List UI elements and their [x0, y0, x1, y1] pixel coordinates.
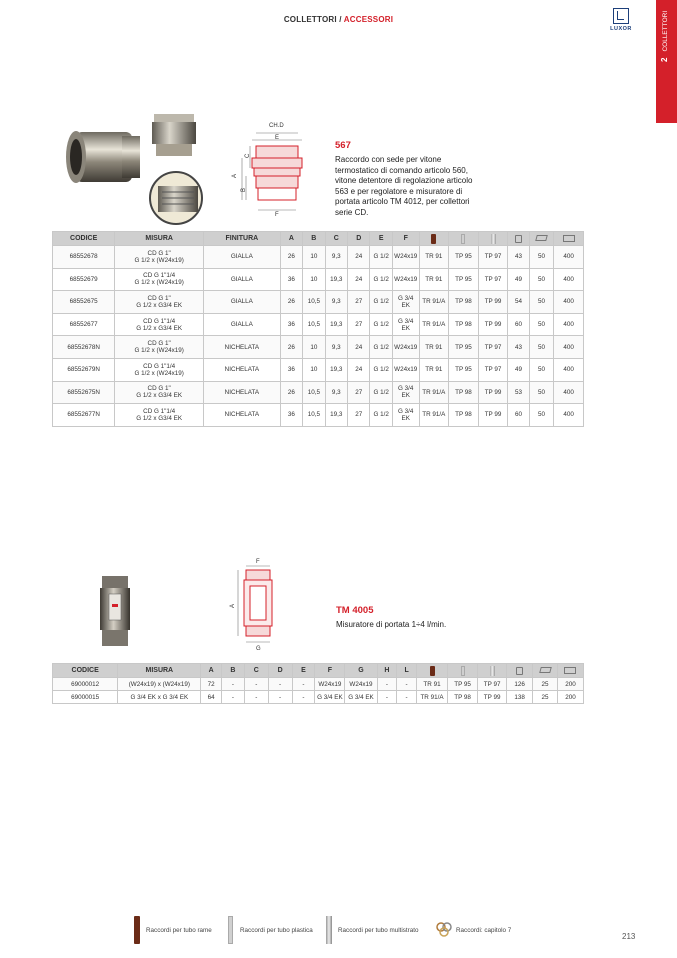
bag-icon — [515, 235, 522, 243]
col-f: F — [315, 664, 345, 678]
dim-label-f: F — [275, 212, 279, 218]
product-tm4005-title: TM 4005 — [336, 605, 374, 616]
plastic-pipe-icon — [461, 666, 465, 676]
copper-pipe-icon — [431, 234, 436, 244]
col-multilayer-pipe — [478, 664, 507, 678]
multilayer-pipe-icon — [490, 666, 495, 676]
col-copper-pipe — [416, 664, 447, 678]
section-title: COLLETTORI — [283, 15, 337, 24]
col-bag — [508, 232, 529, 246]
product-567-title: 567 — [335, 140, 351, 151]
table-row: 68552678N CD G 1" G 1/2 x (W24x19) NICHELATA 26 10 9,3 24 G 1/2 W24x19 TR 91 TP 95 TP 97 43 50 400 — [53, 336, 584, 359]
subsection-title: ACCESSORI — [343, 15, 394, 24]
col-e: E — [370, 232, 392, 246]
chapter-tab-label: 2COLLETTORI — [660, 10, 669, 62]
table-row: 68552677N CD G 1"1/4 G 1/2 x G3/4 EK NICHELATA 36 10,5 19,3 27 G 1/2 G 3/4 EK TR 91/A TP 98 TP 99 60 50 400 — [53, 404, 584, 427]
col-e: E — [292, 664, 315, 678]
product-tm4005-description: Misuratore di portata 1÷4 l/min. — [336, 620, 447, 629]
bag-icon — [516, 667, 523, 675]
col-d: D — [268, 664, 292, 678]
logo-mark-icon — [613, 8, 629, 24]
col-a: A — [201, 664, 222, 678]
dim-label-a2: A — [230, 603, 236, 608]
chapter-tab — [656, 0, 677, 123]
luxor-logo — [606, 8, 636, 32]
logo-text: LUXOR — [610, 26, 632, 32]
col-f: F — [392, 232, 419, 246]
page-number: 213 — [622, 932, 636, 941]
dim-label-e: E — [275, 135, 280, 141]
dim-label-c: C — [245, 153, 251, 158]
product-567-description: Raccordo con sede per vitone termostatico di comando articolo 560, vitone detentore di regolazione articolo 563 e per regolatore e misuratore di portata articolo TM 4012, per collettori serie CD. — [335, 155, 473, 217]
col-c: C — [244, 664, 268, 678]
pack-icon — [535, 235, 548, 241]
product-567-drawing — [228, 118, 318, 218]
col-b: B — [303, 232, 325, 246]
col-plastic-pipe — [448, 664, 478, 678]
col-a: A — [280, 232, 302, 246]
col-multilayer-pipe — [478, 232, 508, 246]
multilayer-pipe-icon — [491, 234, 496, 244]
table-header-row — [53, 232, 584, 246]
col-h: H — [377, 664, 397, 678]
box-icon — [563, 235, 575, 242]
col-pack — [529, 232, 554, 246]
plastic-pipe-icon — [228, 916, 233, 944]
product-567-photo — [62, 112, 218, 226]
fittings-icon — [436, 921, 452, 937]
section-separator: / — [336, 15, 344, 24]
col-d: D — [348, 232, 370, 246]
dim-label-a: A — [232, 173, 238, 178]
product-tm4005-drawing — [226, 556, 286, 652]
dim-label-b: B — [241, 187, 247, 192]
col-misura: MISURA — [115, 232, 204, 246]
dim-label-g2: G — [256, 646, 261, 652]
product-567-table — [52, 231, 584, 427]
col-g: G — [345, 664, 377, 678]
product-tm4005-photo — [76, 574, 156, 654]
table-row: 68552679N CD G 1"1/4 G 1/2 x (W24x19) NICHELATA 36 10 19,3 24 G 1/2 W24x19 TR 91 TP 95 TP 97 49 50 400 — [53, 358, 584, 381]
col-c: C — [325, 232, 347, 246]
box-icon — [564, 667, 576, 674]
pack-icon — [539, 667, 552, 673]
table-row: 68552675 CD G 1" G 1/2 x G3/4 EK GIALLA 26 10,5 9,3 27 G 1/2 G 3/4 EK TR 91/A TP 98 TP 99 54 50 400 — [53, 291, 584, 314]
table-row: 68552679 CD G 1"1/4 G 1/2 x (W24x19) GIALLA 36 10 19,3 24 G 1/2 W24x19 TR 91 TP 95 TP 97 49 50 400 — [53, 268, 584, 291]
table-header-row — [53, 664, 584, 678]
table-row: 69000012 (W24x19) x (W24x19) 72 - - - - W24x19 W24x19 - - TR 91 TP 95 TP 97 126 25 200 — [53, 678, 584, 691]
table-row: 69000015 G 3/4 EK x G 3/4 EK 64 - - - - G 3/4 EK G 3/4 EK - - TR 91/A TP 98 TP 99 138 25 200 — [53, 691, 584, 704]
col-misura: MISURA — [118, 664, 201, 678]
multilayer-pipe-icon — [326, 916, 332, 944]
table-row: 68552677 CD G 1"1/4 G 1/2 x G3/4 EK GIALLA 36 10,5 19,3 27 G 1/2 G 3/4 EK TR 91/A TP 98 TP 99 60 50 400 — [53, 313, 584, 336]
col-codice: CODICE — [53, 232, 115, 246]
col-box — [557, 664, 583, 678]
table-row: 68552675N CD G 1" G 1/2 x G3/4 EK NICHELATA 26 10,5 9,3 27 G 1/2 G 3/4 EK TR 91/A TP 98 TP 99 53 50 400 — [53, 381, 584, 404]
col-box — [554, 232, 584, 246]
col-pack — [533, 664, 558, 678]
table-row: 68552678 CD G 1" G 1/2 x (W24x19) GIALLA 26 10 9,3 24 G 1/2 W24x19 TR 91 TP 95 TP 97 43 50 400 — [53, 246, 584, 269]
col-l: L — [397, 664, 417, 678]
col-copper-pipe — [419, 232, 449, 246]
col-bag — [507, 664, 533, 678]
dim-label-f2: F — [256, 559, 260, 565]
copper-pipe-icon — [134, 916, 140, 944]
product-tm4005-table — [52, 663, 584, 704]
page-header — [0, 15, 677, 24]
col-codice: CODICE — [53, 664, 118, 678]
col-b: B — [222, 664, 245, 678]
col-plastic-pipe — [449, 232, 479, 246]
col-finitura: FINITURA — [204, 232, 281, 246]
dim-label-chd: CH.D — [269, 123, 284, 129]
plastic-pipe-icon — [461, 234, 465, 244]
copper-pipe-icon — [430, 666, 435, 676]
